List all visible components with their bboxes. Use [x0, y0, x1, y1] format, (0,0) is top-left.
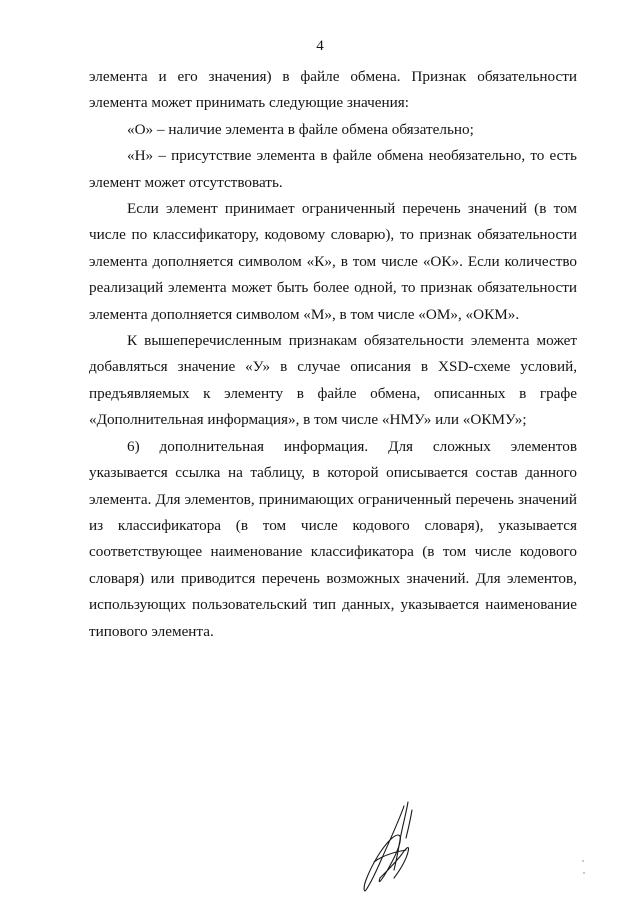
paragraph-value-k-m: Если элемент принимает ограниченный перечень значений (в том числе по классификатору, кодовому словарю), то признак обязательности элемента дополняется символом «К», в том числе «ОК». Если количество реализаций элемента может быть более одной, то признак обязательности элемента дополняется символом «М», в том числе «ОМ», «ОКМ». [89, 200, 577, 323]
page-number: 4 [316, 38, 324, 54]
handwritten-signature-icon [360, 800, 420, 895]
paragraph-value-n: «Н» – присутствие элемента в файле обмена необязательно, то есть элемент может отсутствовать. [89, 147, 577, 191]
paragraph-value-u: К вышеперечисленным признакам обязательности элемента может добавляться значение «У» в случае описания в XSD-схеме условий, предъявляемых к элементу в файле обмена, описанных в графе «Дополнительная информация», в том числе «НМУ» или «ОКМУ»; [89, 332, 577, 429]
paragraph-additional-info: 6) дополнительная информация. Для сложных элементов указывается ссылка на таблицу, в которой описывается состав данного элемента. Для элементов, принимающих ограниченный перечень значений из классификатора (в том числе кодового словаря), указывается соответствующее наименование классификатора (в том числе кодового словаря) или приводится перечень возможных значений. Для элементов, использующих пользовательский тип данных, указывается наименование типового элемента. [89, 437, 577, 640]
document-body [89, 64, 577, 645]
scan-artifact [582, 860, 584, 862]
scan-artifact [583, 872, 585, 874]
paragraph-value-o: «О» – наличие элемента в файле обмена обязательно; [127, 120, 474, 138]
paragraph-continuation: элемента и его значения) в файле обмена. Признак обязательности элемента может принимать следующие значения: [89, 68, 577, 112]
